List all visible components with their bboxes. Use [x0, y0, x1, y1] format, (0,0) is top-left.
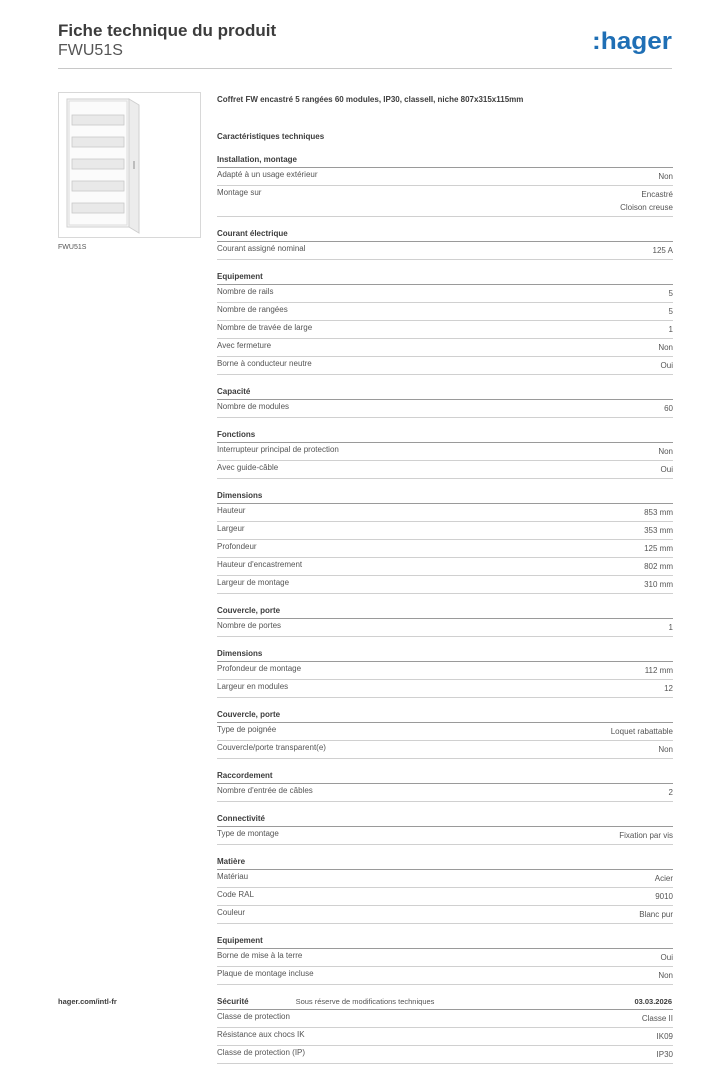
- spec-value: [658, 743, 673, 756]
- specs-heading: Caractéristiques techniques: [217, 132, 325, 141]
- spec-row: [217, 1028, 673, 1046]
- spec-row: [217, 558, 673, 576]
- spec-row: [217, 339, 673, 357]
- spec-row: [217, 662, 673, 680]
- spec-label: Profondeur de montage: [217, 664, 302, 673]
- spec-value-line: 353 mm: [644, 526, 673, 535]
- spec-value: [669, 323, 673, 336]
- spec-row: [217, 949, 673, 967]
- spec-value: [657, 1048, 673, 1061]
- spec-label: Borne à conducteur neutre: [217, 359, 312, 368]
- spec-value-line: 12: [664, 684, 673, 693]
- spec-label: Avec guide-câble: [217, 463, 279, 472]
- spec-value: [644, 524, 673, 537]
- spec-label: Interrupteur principal de protection: [217, 445, 339, 454]
- product-reference: FWU51S: [58, 42, 123, 59]
- spec-value-line: IP30: [656, 1050, 673, 1059]
- spec-value: [644, 578, 673, 591]
- spec-label: Nombre de rangées: [217, 305, 288, 314]
- spec-value-line: Oui: [660, 465, 673, 474]
- page-header: [58, 20, 276, 61]
- spec-value: [669, 287, 673, 300]
- spec-label: Type de poignée: [217, 725, 277, 734]
- spec-value: [620, 188, 673, 214]
- hager-logo: [592, 29, 672, 57]
- spec-row: [217, 540, 673, 558]
- spec-value-line: Acier: [654, 874, 673, 883]
- spec-value: [664, 402, 673, 415]
- spec-row: [217, 967, 673, 985]
- spec-row: [217, 723, 673, 741]
- section-title: Installation, montage: [217, 155, 673, 168]
- spec-section: [217, 606, 673, 637]
- spec-label: Code RAL: [217, 890, 254, 899]
- spec-value-line: 5: [668, 289, 673, 298]
- spec-label: Résistance aux chocs IK: [217, 1030, 305, 1039]
- spec-section: [217, 649, 673, 698]
- page-title: Fiche technique du produit: [58, 21, 277, 40]
- spec-row: [217, 870, 673, 888]
- spec-label: Matériau: [217, 872, 249, 881]
- section-title: Equipement: [217, 272, 673, 285]
- spec-label: Plaque de montage incluse: [217, 969, 314, 978]
- spec-value: [655, 890, 673, 903]
- spec-sections: [217, 155, 673, 1064]
- spec-value-line: Cloison creuse: [620, 203, 673, 212]
- spec-row: [217, 906, 673, 924]
- spec-value-line: Non: [658, 447, 673, 456]
- spec-value: [658, 341, 673, 354]
- section-title: Raccordement: [217, 771, 673, 784]
- spec-row: [217, 576, 673, 594]
- spec-value: [658, 445, 673, 458]
- spec-value-line: 60: [664, 404, 673, 413]
- spec-section: [217, 491, 673, 594]
- spec-label: Courant assigné nominal: [217, 244, 306, 253]
- section-title: Equipement: [217, 936, 673, 949]
- spec-value-line: 1: [668, 623, 673, 632]
- spec-section: [217, 710, 673, 759]
- spec-value-line: 1: [668, 325, 673, 334]
- spec-section: [217, 771, 673, 802]
- spec-value: [661, 359, 673, 372]
- spec-row: [217, 522, 673, 540]
- spec-value-line: Non: [658, 343, 673, 352]
- spec-value: [639, 908, 673, 921]
- section-title: Capacité: [217, 387, 673, 400]
- footer-website: hager.com/intl-fr: [58, 997, 117, 1006]
- spec-section: [217, 272, 673, 375]
- spec-value-line: 112 mm: [644, 666, 673, 675]
- spec-value-line: Fixation par vis: [619, 831, 673, 840]
- spec-value-line: Encastré: [641, 190, 673, 199]
- spec-section: [217, 857, 673, 924]
- footer-notice: Sous réserve de modifications techniques: [295, 997, 435, 1006]
- spec-row: [217, 461, 673, 479]
- spec-label: Borne de mise à la terre: [217, 951, 303, 960]
- spec-value-line: Oui: [660, 953, 673, 962]
- spec-value: [664, 682, 673, 695]
- spec-value: [642, 1012, 673, 1025]
- spec-row: [217, 186, 673, 217]
- product-description: Coffret FW encastré 5 rangées 60 modules, IP30, classeII, niche 807x315x115mm: [217, 95, 524, 104]
- spec-value: [657, 1030, 673, 1043]
- footer-date: 03.03.2026: [634, 997, 672, 1006]
- spec-value: [669, 305, 673, 318]
- spec-row: [217, 242, 673, 260]
- spec-label: Classe de protection (IP): [217, 1048, 306, 1057]
- spec-row: [217, 784, 673, 802]
- spec-row: [217, 400, 673, 418]
- logo-text: :hager: [592, 29, 672, 55]
- section-title: Dimensions: [217, 491, 673, 504]
- spec-value-line: Non: [658, 745, 673, 754]
- header-divider: [58, 68, 672, 69]
- spec-value-line: 310 mm: [644, 580, 673, 589]
- spec-value: [644, 542, 673, 555]
- spec-label: Avec fermeture: [217, 341, 272, 350]
- spec-row: [217, 888, 673, 906]
- section-title: Dimensions: [217, 649, 673, 662]
- section-title: Courant électrique: [217, 229, 673, 242]
- spec-row: [217, 504, 673, 522]
- spec-value-line: 802 mm: [644, 562, 673, 571]
- section-title: Fonctions: [217, 430, 673, 443]
- spec-section: [217, 229, 673, 260]
- spec-row: [217, 1010, 673, 1028]
- spec-row: [217, 619, 673, 637]
- spec-label: Nombre d'entrée de câbles: [217, 786, 313, 795]
- spec-value-line: 5: [668, 307, 673, 316]
- spec-value: [655, 872, 673, 885]
- spec-label: Largeur de montage: [217, 578, 290, 587]
- spec-label: Hauteur d'encastrement: [217, 560, 303, 569]
- product-image: [58, 92, 201, 238]
- spec-label: Hauteur: [217, 506, 246, 515]
- spec-value: [619, 829, 673, 842]
- spec-label: Couvercle/porte transparent(e): [217, 743, 326, 752]
- spec-value-line: Oui: [660, 361, 673, 370]
- spec-value-line: 125 A: [652, 246, 673, 255]
- spec-row: [217, 1046, 673, 1064]
- spec-label: Montage sur: [217, 188, 262, 197]
- spec-value-line: 9010: [655, 892, 673, 901]
- spec-value-line: 125 mm: [644, 544, 673, 553]
- spec-label: Nombre de travée de large: [217, 323, 313, 332]
- spec-value-line: 2: [668, 788, 673, 797]
- spec-row: [217, 168, 673, 186]
- spec-value: [644, 560, 673, 573]
- spec-value: [658, 170, 673, 183]
- spec-value: [645, 664, 673, 677]
- spec-value-line: Non: [658, 172, 673, 181]
- spec-value: [661, 951, 673, 964]
- spec-section: [217, 814, 673, 845]
- spec-value: [669, 621, 673, 634]
- spec-label: Couleur: [217, 908, 246, 917]
- spec-row: [217, 741, 673, 759]
- spec-row: [217, 285, 673, 303]
- spec-value: [644, 506, 673, 519]
- spec-value-line: Non: [658, 971, 673, 980]
- spec-label: Classe de protection: [217, 1012, 290, 1021]
- spec-section: [217, 387, 673, 418]
- spec-row: [217, 321, 673, 339]
- spec-label: Nombre de modules: [217, 402, 290, 411]
- spec-value-line: Blanc pur: [639, 910, 673, 919]
- spec-row: [217, 680, 673, 698]
- section-title: Sécurité: [217, 997, 673, 1010]
- spec-label: Type de montage: [217, 829, 279, 838]
- section-title: Couvercle, porte: [217, 710, 673, 723]
- spec-label: Profondeur: [217, 542, 257, 551]
- section-title: Connectivité: [217, 814, 673, 827]
- section-title: Couvercle, porte: [217, 606, 673, 619]
- product-image-caption: FWU51S: [58, 244, 87, 251]
- spec-row: [217, 827, 673, 845]
- spec-label: Adapté à un usage extérieur: [217, 170, 318, 179]
- spec-label: Nombre de rails: [217, 287, 274, 296]
- spec-label: Nombre de portes: [217, 621, 282, 630]
- spec-value-line: IK09: [656, 1032, 673, 1041]
- spec-value: [669, 786, 673, 799]
- spec-value: [658, 969, 673, 982]
- spec-section: [217, 430, 673, 479]
- section-title: Matière: [217, 857, 673, 870]
- spec-row: [217, 303, 673, 321]
- spec-section: [217, 155, 673, 217]
- spec-value-line: 853 mm: [644, 508, 673, 517]
- spec-label: Largeur: [217, 524, 245, 533]
- spec-row: [217, 443, 673, 461]
- spec-row: [217, 357, 673, 375]
- spec-value: [611, 725, 673, 738]
- spec-value-line: Classe II: [641, 1014, 673, 1023]
- spec-content: [217, 94, 673, 1076]
- spec-value: [661, 463, 673, 476]
- spec-section: [217, 936, 673, 985]
- spec-label: Largeur en modules: [217, 682, 289, 691]
- spec-value: [653, 244, 673, 257]
- page-footer: [58, 997, 672, 1009]
- spec-value-line: Loquet rabattable: [610, 727, 673, 736]
